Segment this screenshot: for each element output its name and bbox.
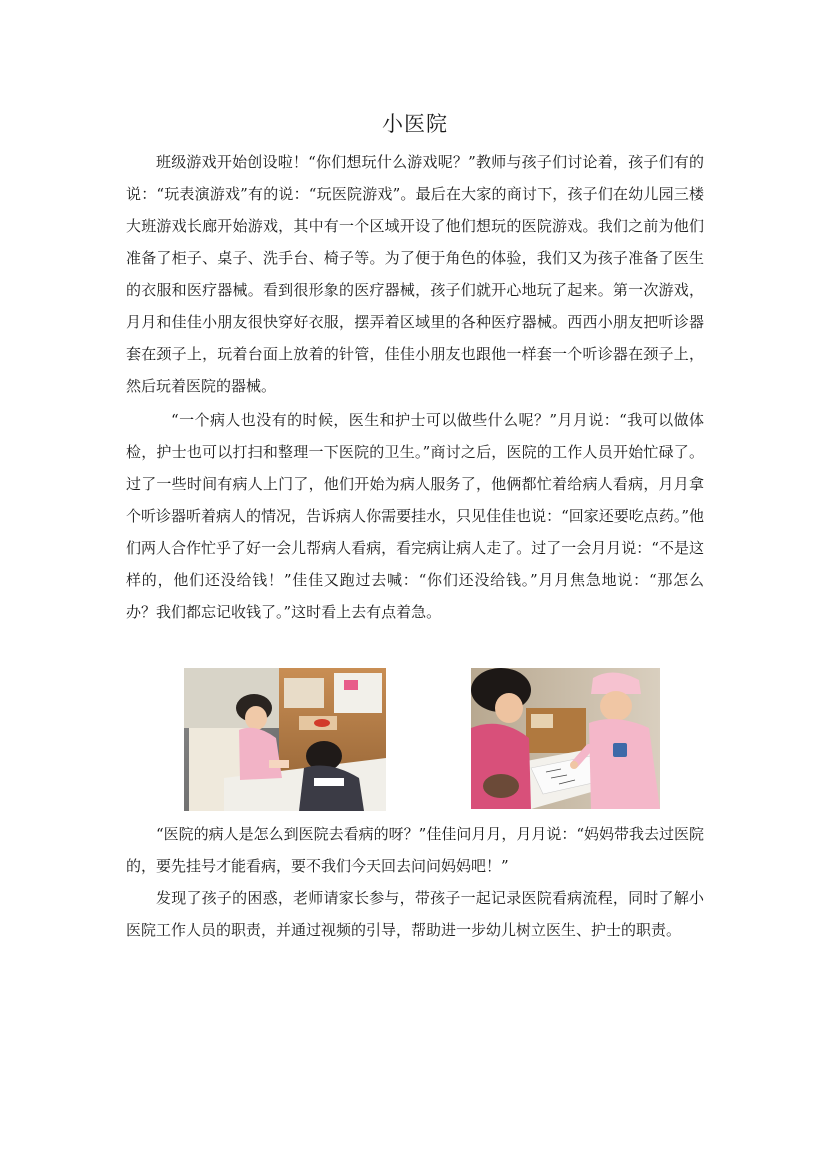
paragraph-4: 发现了孩子的困惑，老师请家长参与，带孩子一起记录医院看病流程，同时了解小医院工作人员的职责，并通过视频的引导，帮助进一步幼儿树立医生、护士的职责。 bbox=[126, 889, 704, 939]
document-title: 小医院 bbox=[382, 112, 448, 136]
photo-children-at-table bbox=[184, 668, 386, 811]
paragraph-1: 班级游戏开始创设啦！“你们想玩什么游戏呢？”教师与孩子们讨论着，孩子们有的说：“玩表演游戏”有的说：“玩医院游戏”。最后在大家的商讨下，孩子们在幼儿园三楼大班游戏长廊开始游戏，其中有一个区域开设了他们想玩的医院游戏。我们之前为他们准备了柜子、桌子、洗手台、椅子等。为了便于角色的体验，我们又为孩子准备了医生的衣服和医疗器械。看到很形象的医疗器械，孩子们就开心地玩了起来。第一次游戏，月月和佳佳小朋友很快穿好衣服，摆弄着区域里的各种医疗器械。西西小朋友把听诊器套在颈子上，玩着台面上放着的针管，佳佳小朋友也跟他一样套一个听诊器在颈子上，然后玩着医院的器械。 bbox=[126, 153, 704, 395]
paragraph-3: “医院的病人是怎么到医院去看病的呀？”佳佳问月月，月月说：“妈妈带我去过医院的，要先挂号才能看病，要不我们今天回去问问妈妈吧！” bbox=[126, 825, 705, 875]
paragraph-2: “一个病人也没有的时候，医生和护士可以做些什么呢？”月月说：“我可以做体检，护士也可以打扫和整理一下医院的卫生。”商讨之后，医院的工作人员开始忙碌了。过了一些时间有病人上门了，他们开始为病人服务了，他俩都忙着给病人看病，月月拿个听诊器听着病人的情况，告诉病人你需要挂水，只见佳佳也说：“回家还要吃点药。”他们两人合作忙乎了好一会儿帮病人看病，看完病让病人走了。过了一会月月说：“不是这样的，他们还没给钱！”佳佳又跑过去喊：“你们还没给钱。”月月焦急地说：“那怎么办？我们都忘记收钱了。”这时看上去有点着急。 bbox=[126, 411, 704, 621]
photo-nurse-writing bbox=[471, 668, 660, 809]
